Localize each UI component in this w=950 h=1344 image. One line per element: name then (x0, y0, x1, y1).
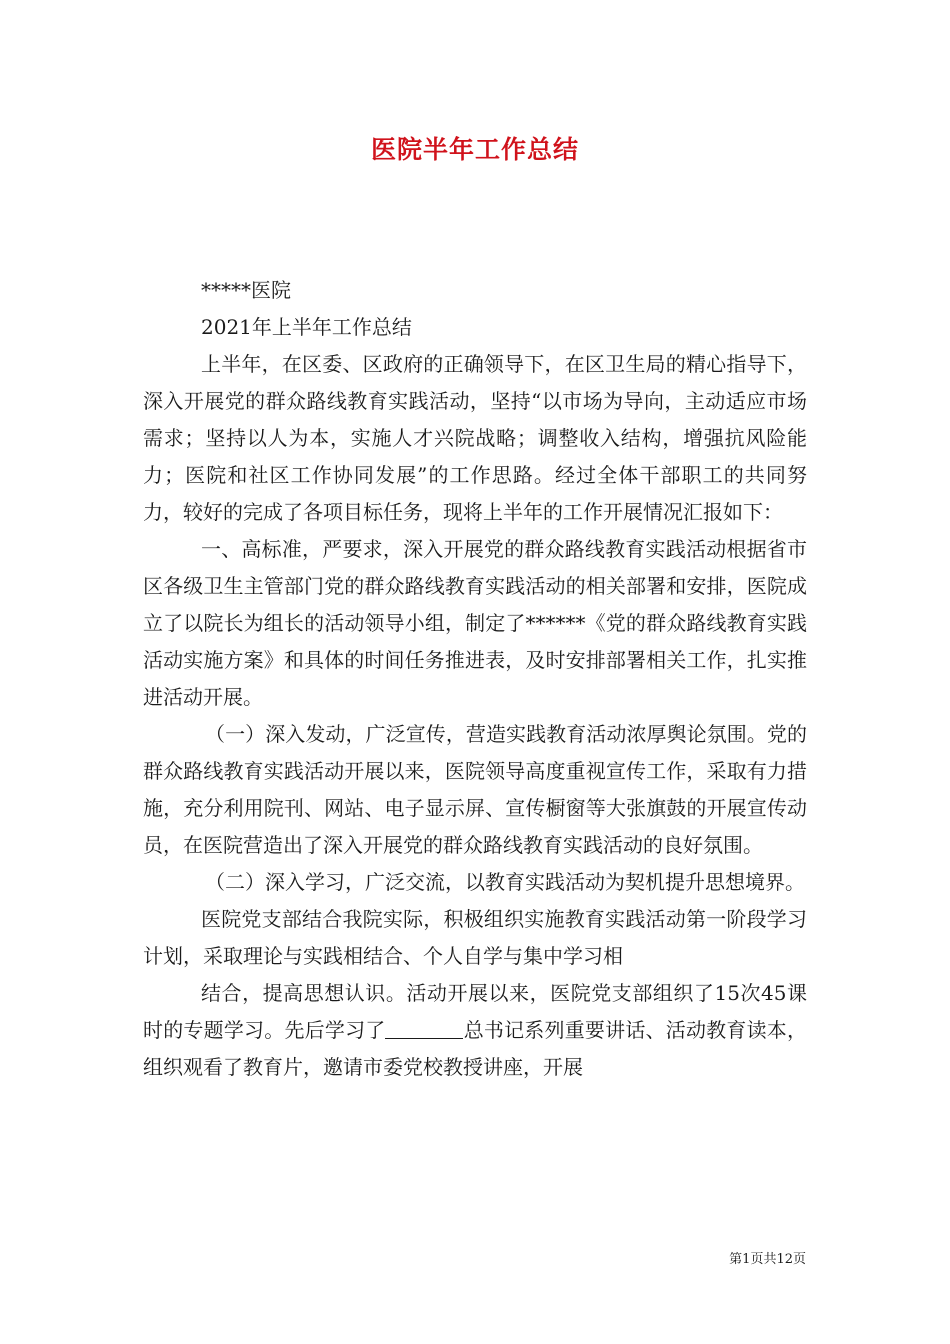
document-title: 医院半年工作总结 (370, 135, 579, 164)
paragraph-study-sessions (143, 975, 807, 1086)
paragraph-section-one: 一、高标准，严要求，深入开展党的群众路线教育实践活动根据省市区各级卫生主管部门党的群众路线教育实践活动的相关部署和安排，医院成立了以院长为组长的活动领导小组，制定了******《党的群众路线教育实践活动实施方案》和具体的时间任务推进表，及时安排部署相关工作，扎实推进活动开展。 (143, 537, 807, 709)
paragraph-subtitle: 2021年上半年工作总结 (201, 315, 412, 339)
page-number: 第1页共12页 (729, 1252, 806, 1267)
document-body (143, 272, 807, 1086)
paragraph-intro: 上半年，在区委、区政府的正确领导下，在区卫生局的精心指导下，深入开展党的群众路线教育实践活动，坚持“以市场为导向，主动适应市场需求；坚持以人为本，实施人才兴院战略；调整收入结构，增强抗风险能力；医院和社区工作协同发展”的工作思路。经过全体干部职工的共同努力，较好的完成了各项目标任务，现将上半年的工作开展情况汇报如下： (143, 352, 807, 524)
paragraph-party-branch: 医院党支部结合我院实际，积极组织实施教育实践活动第一阶段学习计划，采取理论与实践相结合、个人自学与集中学习相 (143, 907, 807, 968)
paragraph-hospital-name: *****医院 (201, 278, 291, 302)
paragraph-subsection-one: （一）深入发动，广泛宣传，营造实践教育活动浓厚舆论氛围。党的群众路线教育实践活动开展以来，医院领导高度重视宣传工作，采取有力措施，充分利用院刊、网站、电子显示屏、宣传橱窗等大张旗鼓的开展宣传动员，在医院营造出了深入开展党的群众路线教育实践活动的良好氛围。 (143, 722, 807, 857)
study-sessions-continued: 总书记系列重要讲话、活动教育读本，组织观看了教育片，邀请市委党校教授讲座，开展 (143, 1018, 808, 1079)
fill-in-blank (385, 1018, 463, 1039)
study-sessions-text: 结合，提高思想认识。活动开展以来，医院党支部组织了15次45课时的专题学习。先后学习了 (143, 981, 807, 1042)
paragraph-subsection-two: （二）深入学习，广泛交流，以教育实践活动为契机提升思想境界。 (205, 870, 805, 894)
